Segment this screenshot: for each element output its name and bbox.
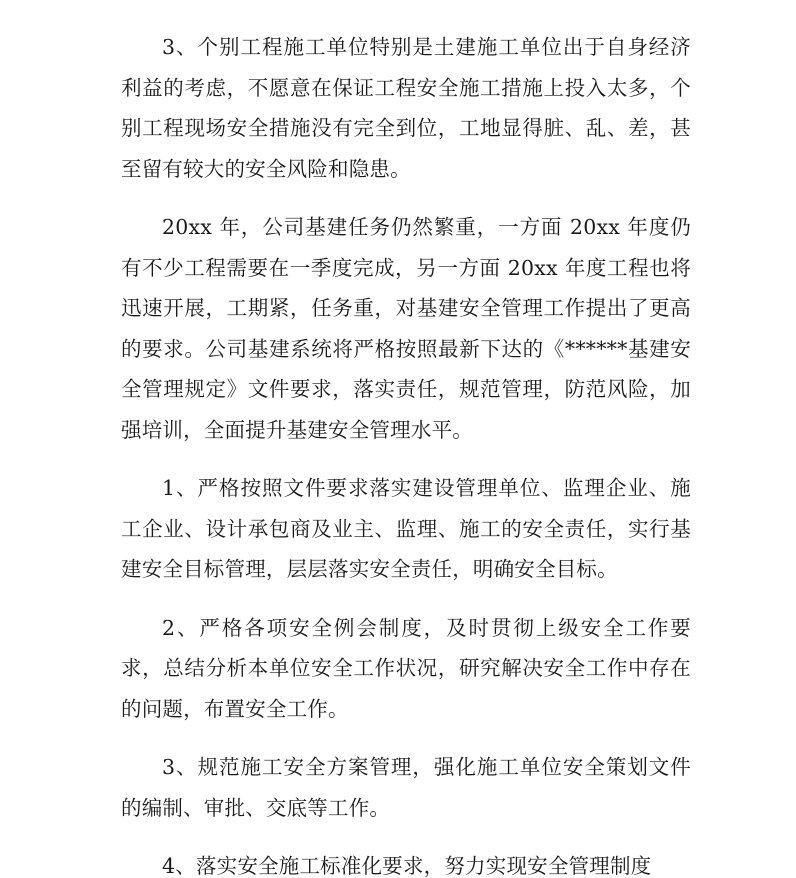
paragraph-measure-3-plans: 3、规范施工安全方案管理，强化施工单位安全策划文件的编制、审批、交底等工作。 — [121, 755, 691, 820]
document-body — [121, 27, 691, 878]
paragraph-measure-4-standardization: 4、落实安全施工标准化要求，努力实现安全管理制度 — [162, 854, 652, 878]
paragraph-measure-2-meetings: 2、严格各项安全例会制度，及时贯彻上级安全工作要求，总结分析本单位安全工作状况，研究解决安全工作中存在的问题，布置安全工作。 — [121, 615, 691, 721]
paragraph-measure-1-responsibility: 1、严格按照文件要求落实建设管理单位、监理企业、施工企业、设计承包商及业主、监理、施工的安全责任，实行基建安全目标管理，层层落实安全责任，明确安全目标。 — [121, 476, 691, 581]
paragraph-annual-outlook: 20xx 年，公司基建任务仍然繁重，一方面 20xx 年度仍有不少工程需要在一季度完成，另一方面 20xx 年度工程也将迅速开展，工期紧，任务重，对基建安全管理工作提出了更高的要求。公司基建系统将严格按照最新下达的《******基建安全管理规定》文件要求，落实责任，规范管理，防范风险，加强培训，全面提升基建安全管理水平。 — [121, 215, 691, 442]
paragraph-item-3-contractor-issues: 3、个别工程施工单位特别是土建施工单位出于自身经济利益的考虑，不愿意在保证工程安全施工措施上投入太多，个别工程现场安全措施没有完全到位，工地显得脏、乱、差，甚至留有较大的安全风险和隐患。 — [121, 35, 691, 181]
